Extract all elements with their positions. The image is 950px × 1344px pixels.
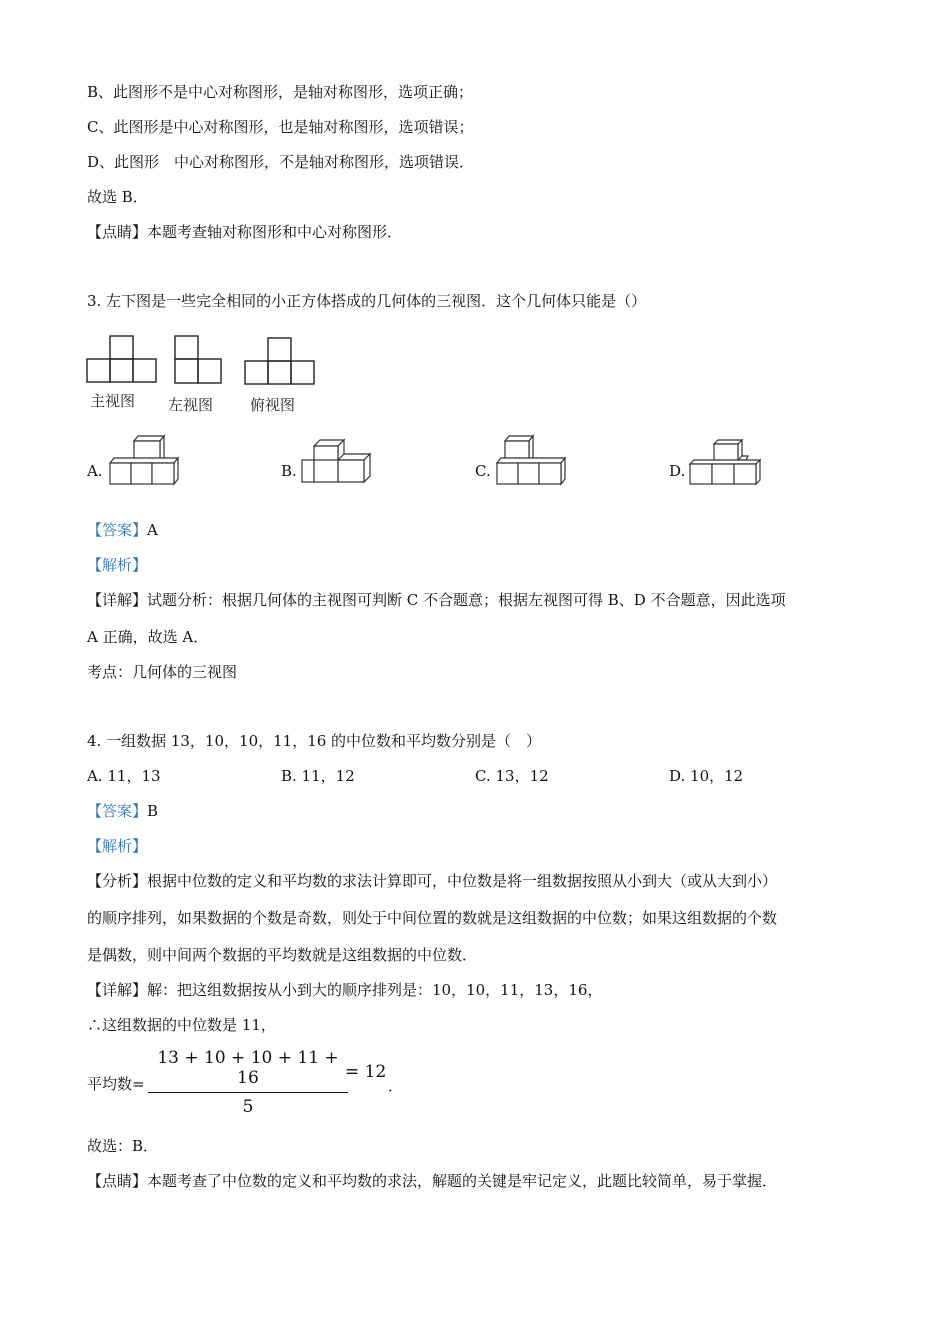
q2-choice: 故选 B． [87,188,148,206]
q3-detail-line-2: A 正确，故选 A． [87,628,209,646]
q3-detail-line-1: 【详解】试题分析：根据几何体的主视图可判断 C 不合题意；根据左视图可得 B、D 不合题意，因此选项 [87,591,786,609]
q4-mean-fraction [148,1048,348,1117]
q4-option-d: D. 10，12 [669,767,744,785]
left-view-label: 左视图 [168,396,214,414]
left-view-figure [174,334,224,386]
q4-stem: 4. 一组数据 13，10，10，11，16 的中位数和平均数分别是（ ） [87,732,542,750]
q4-answer-tag: 【答案】 [87,802,148,820]
q4-mean-label: 平均数= [87,1075,145,1093]
q4-option-c: C. 13，12 [475,767,549,785]
q4-analysis-tag: 【解析】 [87,837,148,855]
q3-option-c-label: C. [475,462,491,480]
front-view-label: 主视图 [90,392,136,410]
q4-mean-denominator: 5 [242,1097,254,1117]
cube-stack-a-icon [108,433,180,487]
q3-option-a-label: A. [87,462,103,480]
q4-mean-result: = 12 [345,1062,387,1082]
q3-analysis-tag: 【解析】 [87,556,148,574]
q4-mean-numerator: 13 + 10 + 10 + 11 + 16 [148,1048,348,1093]
q4-analysis-line-2: 的顺序排列，如果数据的个数是奇数，则处于中间位置的数就是这组数据的中位数；如果这组数据的个数 [87,909,778,927]
q4-answer-line [87,801,158,821]
q4-option-b: B. 11，12 [281,767,355,785]
q3-answer-line [87,520,158,540]
q4-option-a: A. 11，13 [87,767,161,785]
q3-option-b-label: B. [281,462,297,480]
cube-stack-b-icon [300,438,372,488]
q4-analysis-line-3: 是偶数，则中间两个数据的平均数就是这组数据的中位数． [87,946,478,964]
q2-comment: 【点睛】本题考查轴对称图形和中心对称图形． [87,223,403,241]
q3-stem: 3. 左下图是一些完全相同的小正方体搭成的几何体的三视图．这个几何体只能是（） [87,292,647,310]
front-view-figure [86,334,158,384]
q2-option-d-explanation: D、此图形 中心对称图形，不是轴对称图形，选项错误． [87,153,475,171]
cube-stack-d-icon [688,436,762,488]
top-view-label: 俯视图 [250,396,296,414]
q4-mean-end: ． [388,1077,404,1095]
cube-stack-c-icon [495,433,567,487]
top-view-figure [244,336,316,386]
q4-comment: 【点睛】本题考查了中位数的定义和平均数的求法，解题的关键是牢记定义，此题比较简单，易于掌握． [87,1172,778,1190]
q4-detail-line-1: 【详解】解：把这组数据按从小到大的顺序排列是：10，10，11，13，16， [87,981,603,999]
q3-answer-tag: 【答案】 [87,521,148,539]
q3-knowledge-point: 考点：几何体的三视图 [87,663,238,681]
q4-analysis-line-1: 【分析】根据中位数的定义和平均数的求法计算即可，中位数是将一组数据按照从小到大（或从大到小） [87,872,778,890]
q3-option-d-label: D. [669,462,686,480]
q4-choice: 故选：B． [87,1137,159,1155]
q3-answer-value: A [147,521,158,539]
q2-option-c-explanation: C、此图形是中心对称图形，也是轴对称图形，选项错误； [87,118,474,136]
q2-option-b-explanation: B、此图形不是中心对称图形，是轴对称图形，选项正确； [87,83,474,101]
q4-detail-line-2: ∴这组数据的中位数是 11， [87,1016,276,1034]
q4-answer-value: B [147,802,159,820]
